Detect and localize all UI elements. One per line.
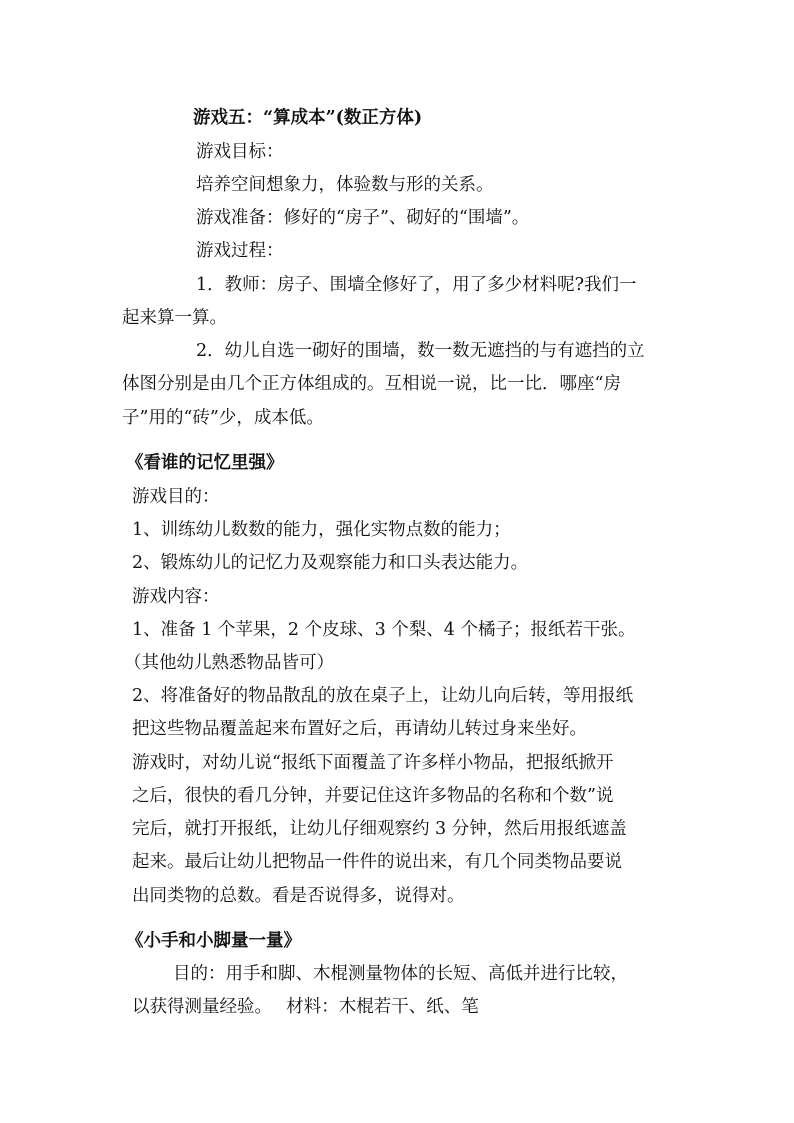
measure-line2: 以获得测量经验。 材料：木棍若干、纸、笔: [132, 997, 479, 1017]
memory-item-1-note: （其他幼儿熟悉物品皆可）: [124, 653, 334, 673]
memory-para-line4: 起来。最后让幼儿把物品一件件的说出来，有几个同类物品要说: [132, 852, 622, 872]
memory-item-1: 1、准备 1 个苹果，2 个皮球、3 个梨、4 个橘子；报纸若干张。: [132, 620, 636, 640]
game5-title: 游戏五：“算成本”(数正方体): [193, 108, 423, 128]
memory-para-line5: 出同类物的总数。看是否说得多，说得对。: [132, 886, 465, 906]
measure-game-title: 《小手和小脚量一量》: [126, 931, 301, 951]
game5-goal-label: 游戏目标：: [196, 142, 284, 162]
measure-line1: 目的：用手和脚、木棍测量物体的长短、高低并进行比较，: [173, 964, 628, 984]
memory-para-line1: 游戏时，对幼儿说“报纸下面覆盖了许多样小物品，把报纸掀开: [132, 753, 614, 773]
memory-item-2-line1: 2、将准备好的物品散乱的放在桌子上，让幼儿向后转，等用报纸: [132, 686, 634, 706]
memory-game-title: 《看谁的记忆里强》: [126, 453, 284, 473]
memory-goal-1: 1、训练幼儿数数的能力，强化实物点数的能力；: [132, 520, 511, 540]
game5-prep: 游戏准备：修好的“房子”、砌好的“围墙”。: [196, 208, 530, 228]
memory-goal-label: 游戏目的：: [132, 487, 220, 507]
game5-step2-line3: 子”用的“砖”少，成本低。: [122, 408, 324, 428]
game5-goal-text: 培养空间想象力，体验数与形的关系。: [196, 175, 494, 195]
memory-item-2-line2: 把这些物品覆盖起来布置好之后，再请幼儿转过身来坐好。: [132, 719, 587, 739]
game5-step1-line1: 1．教师：房子、围墙全修好了，用了多少材料呢?我们一: [196, 275, 637, 295]
memory-goal-2: 2、锻炼幼儿的记忆力及观察能力和口头表达能力。: [132, 553, 529, 573]
memory-para-line2: 之后，很快的看几分钟，并要记住这许多物品的名称和个数”说: [132, 786, 614, 806]
game5-step2-line2: 体图分别是由几个正方体组成的。互相说一说，比一比．哪座“房: [122, 374, 621, 394]
game5-process-label: 游戏过程：: [196, 241, 284, 261]
memory-para-line3: 完后，就打开报纸，让幼儿仔细观察约 3 分钟，然后用报纸遮盖: [132, 819, 627, 839]
memory-content-label: 游戏内容：: [132, 587, 220, 607]
game5-step2-line1: 2．幼儿自选一砌好的围墙，数一数无遮挡的与有遮挡的立: [196, 341, 645, 361]
game5-step1-line2: 起来算一算。: [122, 308, 227, 328]
